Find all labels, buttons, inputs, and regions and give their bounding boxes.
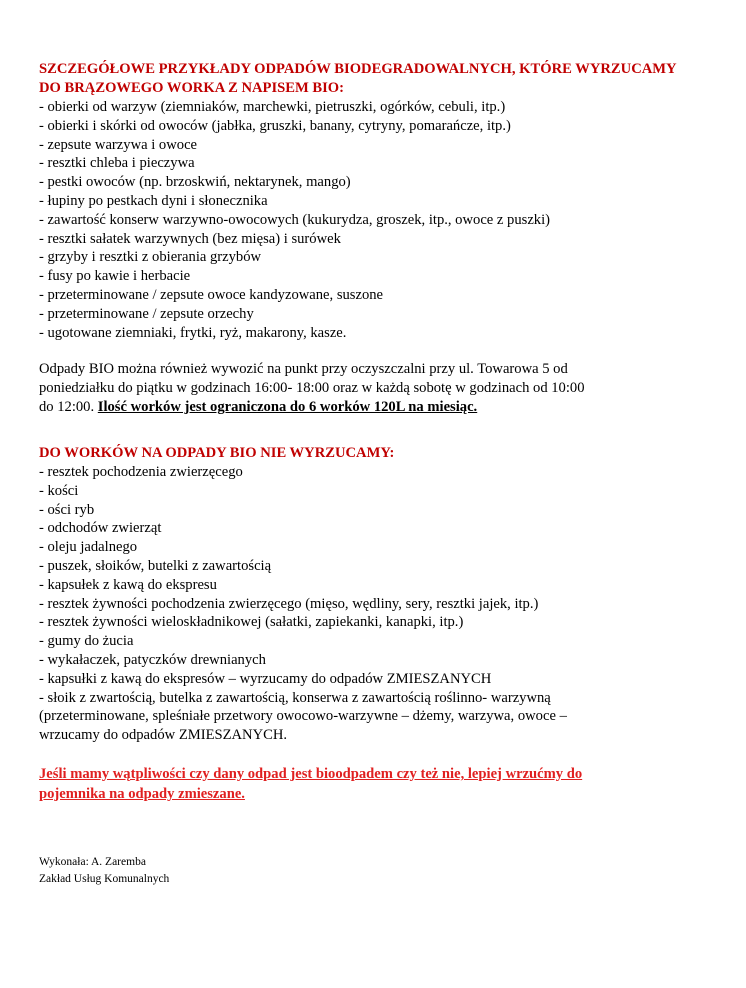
bag-limit-notice: Ilość worków jest ograniczona do 6 worków 120L na miesiąc.	[97, 399, 478, 416]
bio-list-item: - resztki chleba i pieczywa	[39, 155, 195, 172]
not-bio-heading: DO WORKÓW NA ODPADY BIO NIE WYRZUCAMY:	[39, 445, 395, 461]
footer-author: Wykonała: A. Zaremba	[39, 856, 146, 868]
not-bio-list-item: - resztek pochodzenia zwierzęcego	[39, 464, 243, 480]
not-bio-list-item: (przeterminowane, spleśniałe przetwory owocowo-warzywne – dżemy, warzywa, owoce –	[39, 708, 567, 725]
bio-list-item: - zawartość konserw warzywno-owocowych (kukurydza, groszek, itp., owoce z puszki)	[39, 211, 551, 228]
bio-list-item: - grzyby i resztki z obierania grzybów	[39, 249, 262, 266]
not-bio-section	[39, 444, 719, 745]
footer-text	[39, 854, 719, 888]
warning-text	[39, 764, 719, 804]
bio-section	[39, 60, 719, 342]
not-bio-list-item: - oleju jadalnego	[39, 539, 138, 556]
not-bio-items-list	[39, 463, 719, 745]
info-line-3-start: do 12:00.	[39, 399, 98, 416]
not-bio-list-item: - odchodów zwierząt	[39, 520, 162, 537]
not-bio-list-item: - kapsułek z kawą do ekspresu	[39, 576, 217, 593]
bio-items-list	[39, 98, 719, 342]
warning-line-2: pojemnika na odpady zmieszane.	[39, 786, 245, 802]
bio-list-item: - fusy po kawie i herbacie	[39, 268, 191, 285]
info-line-2: poniedziałku do piątku w godzinach 16:00- 18:00 oraz w każdą sobotę w godzinach od 10:00	[39, 380, 585, 397]
bio-heading	[39, 60, 719, 98]
bio-list-item: - resztki sałatek warzywnych (bez mięsa) i surówek	[39, 230, 341, 247]
bio-list-item: - pestki owoców (np. brzoskwiń, nektarynek, mango)	[39, 174, 351, 191]
bio-list-item: - przeterminowane / zepsute owoce kandyzowane, suszone	[39, 286, 384, 303]
not-bio-list-item: - resztek żywności pochodzenia zwierzęcego (mięso, wędliny, sery, resztki jajek, itp.)	[39, 595, 539, 612]
bio-list-item: - przeterminowane / zepsute orzechy	[39, 305, 254, 322]
not-bio-list-item: wrzucamy do odpadów ZMIESZANYCH.	[39, 727, 288, 744]
not-bio-list-item: - resztek żywności wieloskładnikowej (sałatki, zapiekanki, kanapki, itp.)	[39, 614, 464, 631]
info-section	[39, 360, 719, 418]
not-bio-list-item: - słoik z zwartością, butelka z zawartością, konserwa z zawartością roślinno- warzywną	[39, 689, 551, 706]
bio-heading-line-2: DO BRĄZOWEGO WORKA Z NAPISEM BIO:	[39, 80, 345, 96]
footer-section	[39, 854, 719, 888]
bio-list-item: - obierki od warzyw (ziemniaków, marchewki, pietruszki, ogórków, cebuli, itp.)	[39, 99, 506, 115]
footer-company: Zakład Usług Komunalnych	[39, 873, 170, 885]
not-bio-list-item: - gumy do żucia	[39, 633, 134, 650]
info-paragraph	[39, 360, 719, 418]
bio-list-item: - obierki i skórki od owoców (jabłka, gruszki, banany, cytryny, pomarańcze, itp.)	[39, 117, 511, 134]
bio-list-item: - łupiny po pestkach dyni i słonecznika	[39, 192, 268, 209]
warning-line-1: Jeśli mamy wątpliwości czy dany odpad jest bioodpadem czy też nie, lepiej wrzućmy do	[39, 766, 583, 782]
bio-heading-line-1: SZCZEGÓŁOWE PRZYKŁADY ODPADÓW BIODEGRADOWALNYCH, KTÓRE WYRZUCAMY	[39, 61, 677, 77]
not-bio-list-item: - ości ryb	[39, 501, 95, 518]
bio-list-item: - zepsute warzywa i owoce	[39, 136, 198, 153]
info-line-1: Odpady BIO można również wywozić na punkt przy oczyszczalni przy ul. Towarowa 5 od	[39, 361, 568, 377]
not-bio-list-item: - puszek, słoików, butelki z zawartością	[39, 557, 272, 574]
not-bio-list-item: - kapsułki z kawą do ekspresów – wyrzucamy do odpadów ZMIESZANYCH	[39, 670, 492, 687]
warning-section	[39, 764, 719, 804]
info-line-3	[39, 398, 719, 417]
not-bio-list-item: - kości	[39, 482, 79, 499]
not-bio-list-item: - wykałaczek, patyczków drewnianych	[39, 651, 266, 668]
bio-list-item: - ugotowane ziemniaki, frytki, ryż, makarony, kasze.	[39, 324, 347, 341]
